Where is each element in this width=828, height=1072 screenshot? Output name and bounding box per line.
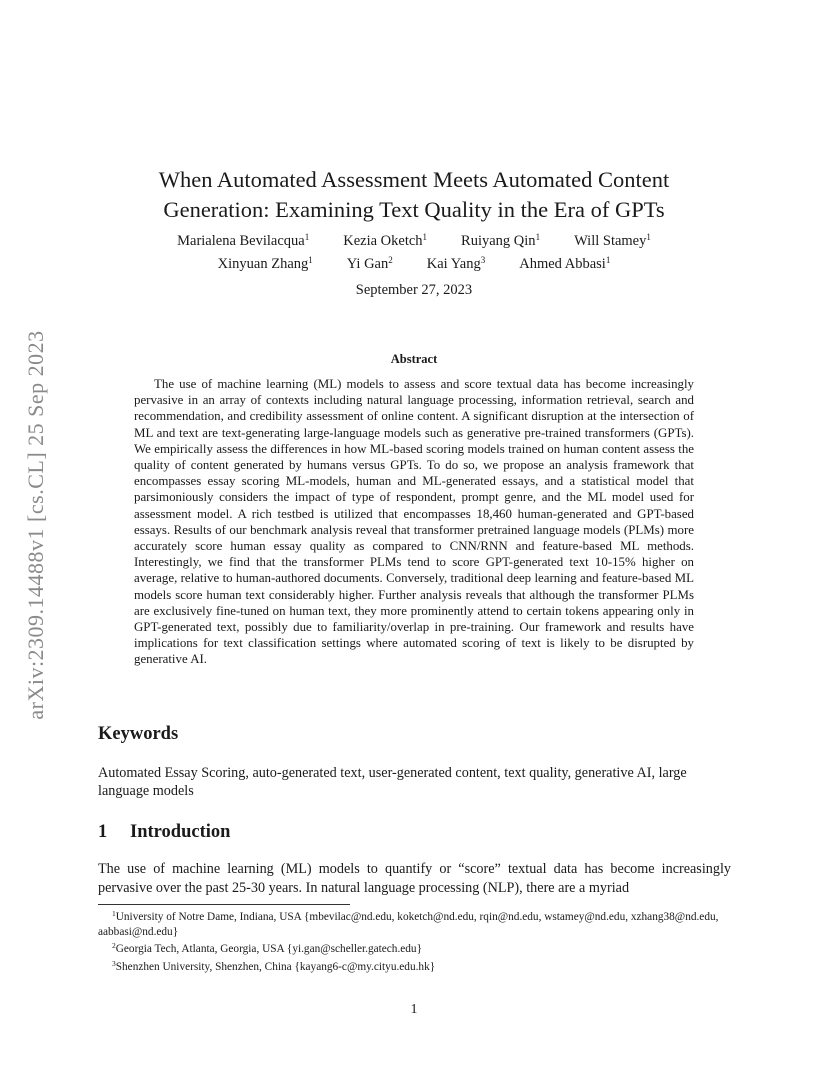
- footnote: $^3$Shenzhen University, Shenzhen, China {kayang6-c@my.cityu.edu.hk}: [112, 958, 436, 973]
- abstract-body: The use of machine learning (ML) models to assess and score textual data has become increasingly pervasive in an array of contexts including natural language processing, information retrieval, search and recommendation, and credibility assessment of online content. A significant disruption at the intersection of ML and text are text-generating large-language models such as generative pre-trained transformers (GPTs). We empirically assess the differences in how ML-based scoring models trained on human content assess the quality of content generated by humans versus GPTs. To do so, we propose an analysis framework that encompasses essay scoring ML-models, human and ML-generated essays, and a statistical model that parsimoniously considers the impact of type of respondent, prompt genre, and the ML model used for assessment model. A rich testbed is utilized that encompasses 18,460 human-generated and GPT-based essays. Results of our benchmark analysis reveal that transformer pretrained language models (PLMs) more accurately score human essay quality as compared to CNN/RNN and feature-based ML methods. Interestingly, we find that the transformer PLMs tend to score GPT-generated text 10-15% higher on average, relative to human-authored documents. Conversely, traditional deep learning and feature-based ML models score human text considerably higher. Further analysis reveals that although the transformer PLMs are exclusively fine-tuned on human text, they more prominently attend to certain tokens appearing only in GPT-generated text, possibly due to familiarity/overlap in pre-training. Our framework and results have implications for text classification settings where automated scoring of text is likely to be disrupted by generative AI.: [134, 377, 694, 667]
- footnotes: [98, 907, 731, 974]
- title-line-2: Generation: Examining Text Quality in the Era of GPTs: [163, 197, 665, 223]
- author: Xinyuan Zhang$^1$: [217, 255, 313, 272]
- footnote: $^1$University of Notre Dame, Indiana, USA {mbevilac@nd.edu, koketch@nd.edu, rqin@nd.edu, wstamey@nd.edu, xzhang38@nd.edu, aabbasi@nd.edu}: [98, 909, 719, 938]
- author: Kai Yang$^3$: [426, 255, 486, 272]
- author: Yi Gan$^2$: [346, 255, 393, 272]
- author: Kezia Oketch$^1$: [343, 232, 428, 249]
- paper-title: [100, 165, 728, 225]
- footnote-rule: [98, 904, 350, 905]
- abstract-heading: Abstract: [390, 352, 438, 366]
- author: Ruiyang Qin$^1$: [461, 232, 541, 249]
- introduction-paragraph: The use of machine learning (ML) models to quantify or “score” textual data has become increasingly pervasive over the past 25-30 years. In natural language processing (NLP), there are a myriad: [98, 861, 731, 896]
- author-list: [100, 228, 728, 274]
- title-line-1: When Automated Assessment Meets Automated Content: [158, 167, 670, 193]
- footnote: $^2$Georgia Tech, Atlanta, Georgia, USA {yi.gan@scheller.gatech.edu}: [112, 941, 423, 956]
- publication-date: September 27, 2023: [355, 282, 473, 298]
- keywords-text: Automated Essay Scoring, auto-generated text, user-generated content, text quality, generative AI, large language models: [98, 765, 687, 799]
- section-title: Introduction: [130, 822, 231, 842]
- arxiv-stamp-text: arXiv:2309.14488v1 [cs.CL] 25 Sep 2023: [23, 330, 48, 720]
- author: Will Stamey$^1$: [574, 232, 651, 249]
- author-row-2: [100, 251, 728, 274]
- page-number: 1: [410, 1002, 418, 1017]
- author: Marialena Bevilacqua$^1$: [177, 232, 310, 249]
- keywords-heading: Keywords: [98, 724, 179, 744]
- arxiv-watermark: [16, 290, 56, 760]
- section-number: 1: [98, 822, 108, 842]
- author: Ahmed Abbasi$^1$: [519, 255, 611, 272]
- section-heading-introduction: [98, 822, 230, 843]
- author-row-1: [100, 228, 728, 251]
